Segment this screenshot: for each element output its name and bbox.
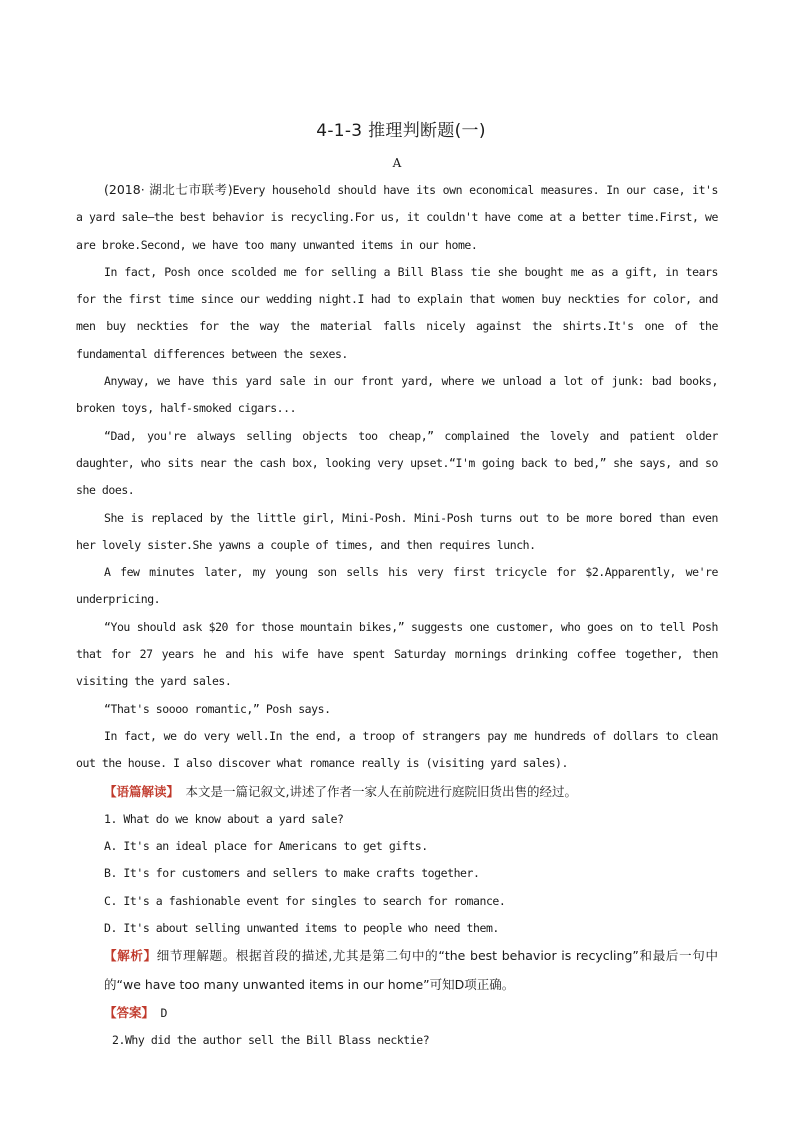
question-1-option-d: D. It's about selling unwanted items to people who need them. (104, 921, 499, 936)
passage-paragraph-4: “Dad, you're always selling objects too cheap,” complained the lovely and patient older daughter, who sits near the cash box, looking very upset.“I'm going back to bed,” she says, and so she does. (76, 428, 718, 498)
section-label: A (392, 156, 402, 170)
passage-paragraph-9: In fact, we do very well.In the end, a troop of strangers pay me hundreds of dollars to clean out the house. I also discover what romance really is (visiting yard sales). (76, 728, 718, 771)
passage-paragraph-6: A few minutes later, my young son sells his very first tricycle for $2.Apparently, we're underpricing. (76, 565, 718, 607)
passage-paragraph-8: “That's soooo romantic,” Posh says. (104, 701, 331, 716)
passage-paragraph-5: She is replaced by the little girl, Mini-Posh. Mini-Posh turns out to be more bored than even her lovely sister.She yawns a couple of times, and then requires lunch. (76, 510, 718, 552)
document-page (76, 116, 718, 1055)
source-note: (2018· 湖北七市联考) (104, 182, 233, 197)
reading-note: 【语篇解读】 本文是一篇记叙文,讲述了作者一家人在前院进行庭院旧货出售的经过。 (104, 783, 577, 799)
question-2-stem: 2.Why did the author sell the Bill Blass necktie? (112, 1033, 430, 1048)
passage-paragraph-2: In fact, Posh once scolded me for selling a Bill Blass tie she bought me as a gift, in tears for the first time since our wedding night.I had to explain that women buy neckties for color, and men buy neckties for the way the material falls nicely against the shirts.It's one of the fundamental differences between the sexes. (76, 264, 718, 361)
question-1-answer: 【答案】 D (104, 1004, 167, 1020)
question-1-option-a: A. It's an ideal place for Americans to get gifts. (104, 839, 428, 854)
analysis-label: 【解析】 (104, 948, 157, 964)
question-1-option-b: B. It's for customers and sellers to make crafts together. (104, 866, 480, 881)
answer-label: 【答案】 (104, 1004, 155, 1020)
question-1-stem: 1. What do we know about a yard sale? (104, 811, 344, 826)
passage-paragraph-7: “You should ask $20 for those mountain bikes,” suggests one customer, who goes on to tell Posh that for 27 years he and his wife have spent Saturday mornings drinking coffee together, then visiting the yard sales. (76, 619, 718, 689)
reading-note-label: 【语篇解读】 (104, 783, 180, 799)
page-title: 4-1-3 推理判断题(一) (316, 121, 486, 141)
question-1-analysis: 【解析】细节理解题。根据首段的描述,尤其是第二句中的“the best behavior is recycling”和最后一句中的“we have too many unwanted items in our home”可知D项正确。 (104, 948, 718, 992)
passage-paragraph-1: (2018· 湖北七市联考)Every household should have its own economical measures. In our case, it's a yard sale—the best behavior is recycling.For us, it couldn't have come at a better time.First, we are broke.Second, we have too many unwanted items in our home. (76, 182, 719, 252)
question-1-option-c: C. It's a fashionable event for singles to search for romance. (104, 893, 506, 908)
passage-paragraph-3: Anyway, we have this yard sale in our front yard, where we unload a lot of junk: bad books, broken toys, half-smoked cigars... (76, 374, 718, 416)
